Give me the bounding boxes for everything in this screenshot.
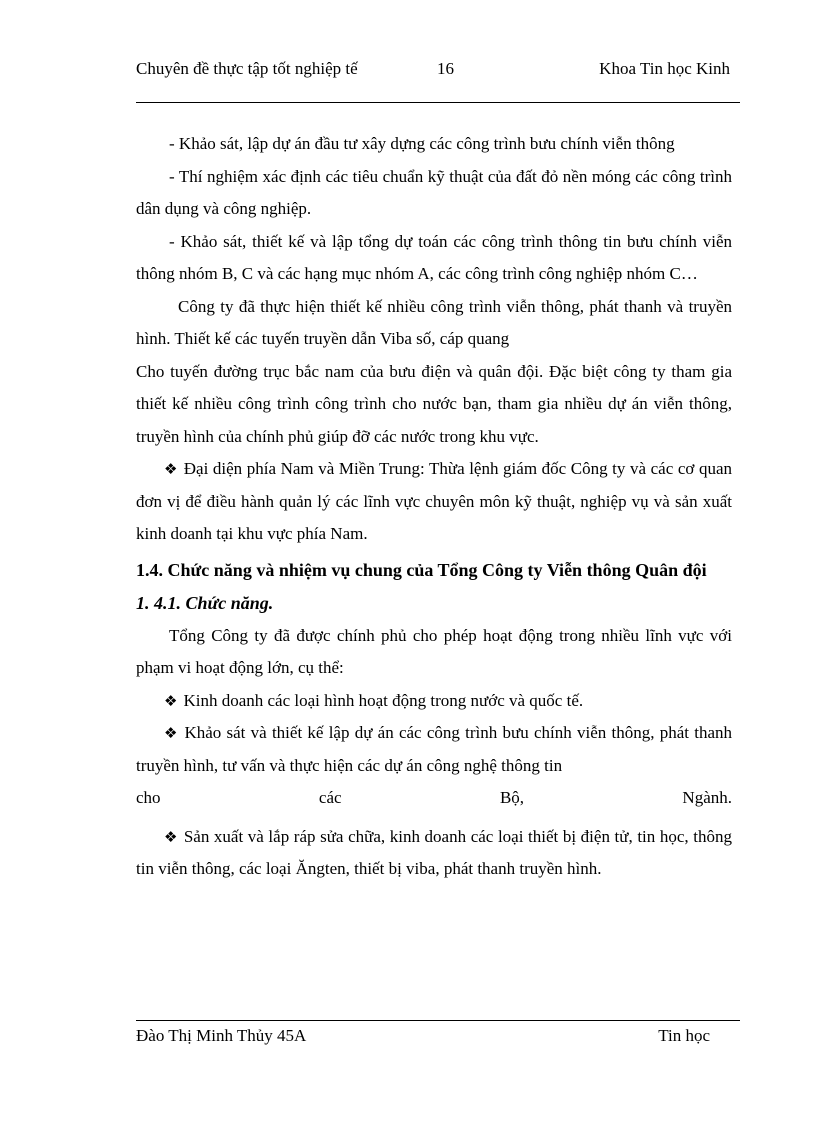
paragraph: Tổng Công ty đã được chính phủ cho phép hoạt động trong nhiều lĩnh vực với phạm vi hoạt động lớn, cụ thể:	[136, 625, 732, 677]
page-header	[136, 58, 740, 103]
diamond-bullet-icon: ❖	[164, 724, 179, 742]
bullet-paragraph	[136, 685, 732, 718]
diamond-bullet-icon: ❖	[164, 460, 178, 478]
header-right-text: Khoa Tin học Kinh	[599, 59, 730, 78]
bullet-text: Đại diện phía Nam và Miền Trung: Thừa lệnh giám đốc Công ty và các cơ quan đơn vị để điều hành quản lý các lĩnh vực chuyên môn kỹ thuật, nghiệp vụ và sản xuất kinh doanh tại khu vực phía Nam.	[136, 459, 732, 543]
footer-author: Đào Thị Minh Thủy 45A	[136, 1026, 307, 1045]
paragraph-continuation: cho các Bộ, Ngành.	[136, 788, 732, 807]
bullet-paragraph	[136, 821, 732, 886]
paragraph: - Khảo sát, lập dự án đầu tư xây dựng các công trình bưu chính viễn thông	[169, 134, 675, 153]
document-body	[136, 128, 732, 886]
subsection-heading: 1. 4.1. Chức năng.	[136, 592, 274, 613]
footer-right-text: Tin học	[658, 1026, 710, 1045]
header-left-text: Chuyên đề thực tập tốt nghiệp tế	[136, 59, 358, 78]
bullet-paragraph	[136, 717, 732, 782]
bullet-text: Khảo sát và thiết kế lập dự án các công trình bưu chính viễn thông, phát thanh truyền hình, tư vấn và thực hiện các dự án công nghệ thông tin	[136, 723, 732, 775]
bullet-text: Sản xuất và lắp ráp sửa chữa, kinh doanh các loại thiết bị điện tử, tin học, thông tin viễn thông, các loại Ăngten, thiết bị viba, phát thanh truyền hình.	[136, 826, 732, 878]
page-footer	[136, 1020, 740, 1073]
bullet-paragraph	[136, 453, 732, 551]
paragraph: Cho tuyến đường trục bắc nam của bưu điện và quân đội. Đặc biệt công ty tham gia thiết kế nhiều công trình công trình cho nước bạn, tham gia nhiều dự án viễn thông, truyền hình của chính phủ giúp đỡ các nước trong khu vực.	[136, 361, 732, 446]
diamond-bullet-icon: ❖	[164, 691, 178, 710]
bullet-text: Kinh doanh các loại hình hoạt động trong nước và quốc tế.	[183, 690, 584, 710]
page-number: 16	[437, 59, 454, 78]
paragraph: - Thí nghiệm xác định các tiêu chuẩn kỹ thuật của đất đỏ nền móng các công trình dân dụng và công nghiệp.	[136, 166, 732, 218]
section-heading: 1.4. Chức năng và nhiệm vụ chung của Tổng Công ty Viễn thông Quân đội	[136, 559, 707, 580]
paragraph: - Khảo sát, thiết kế và lập tổng dự toán các công trình thông tin bưu chính viễn thông nhóm B, C và các hạng mục nhóm A, các công trình công nghiệp nhóm C…	[136, 231, 732, 283]
paragraph: Công ty đã thực hiện thiết kế nhiều công trình viễn thông, phát thanh và truyền hình. Thiết kế các tuyến truyền dẫn Viba số, cáp quang	[136, 296, 732, 348]
diamond-bullet-icon: ❖	[164, 827, 178, 846]
